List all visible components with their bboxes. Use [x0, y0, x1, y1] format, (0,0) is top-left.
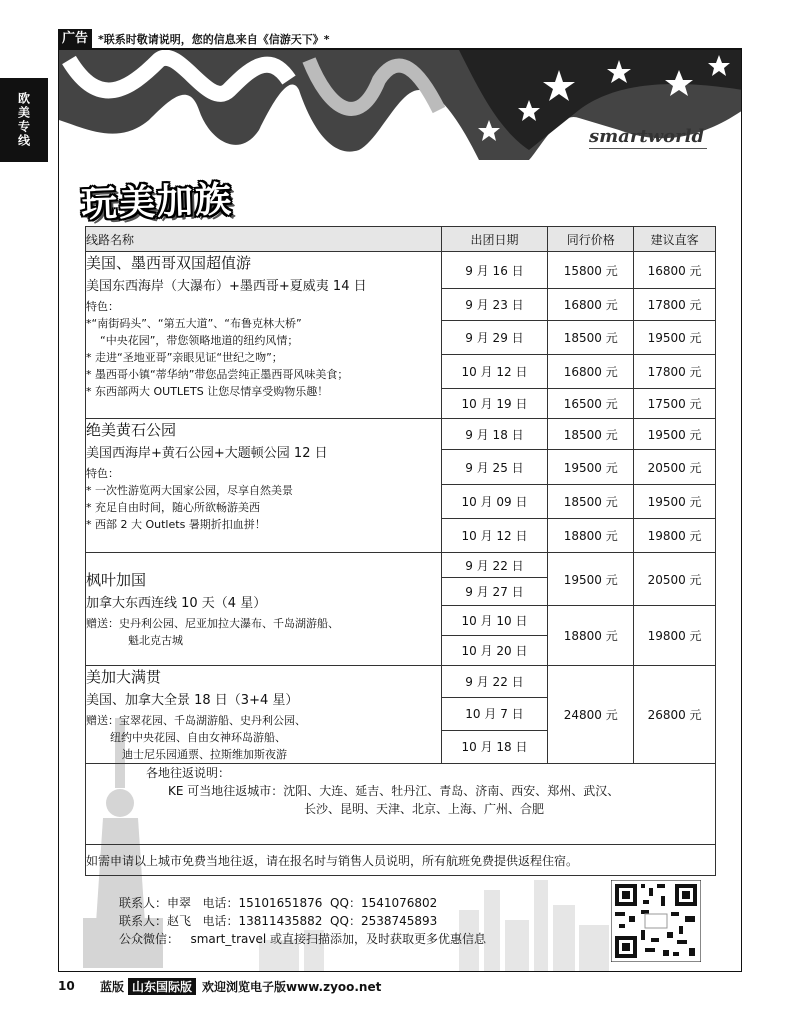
peer-price: 18500 元 [548, 321, 634, 355]
peer-price: 15800 元 [548, 252, 634, 289]
table-header-row [86, 227, 716, 252]
retail-price: 19800 元 [634, 519, 716, 553]
retail-price: 16800 元 [634, 252, 716, 289]
route-feature-label: 特色： [86, 300, 119, 313]
route-feature-label: 特色： [86, 467, 119, 480]
departure-date: 10 月 20 日 [441, 636, 548, 666]
page-footer [58, 976, 742, 996]
route-feature: * 一次性游览两大国家公园，尽享自然美景 [86, 484, 293, 497]
brand-logo: smartworld [589, 126, 705, 147]
departure-date: 9 月 18 日 [441, 419, 548, 450]
route-feature: * 墨西哥小镇“蒂华纳”带您品尝纯正墨西哥风味美食； [86, 368, 349, 381]
route-subtitle: 加拿大东西连线 10 天（4 星） [86, 596, 267, 611]
route-feature: 迪士尼乐园通票、拉斯维加斯夜游 [122, 748, 287, 761]
departure-date: 10 月 09 日 [441, 485, 548, 519]
flag-banner [59, 50, 742, 170]
peer-price: 24800 元 [548, 666, 634, 764]
departure-date: 10 月 7 日 [441, 697, 548, 730]
route-subtitle: 美国东西海岸（大瀑布）+墨西哥+夏威夷 14 日 [86, 279, 367, 294]
route-description [86, 252, 442, 419]
route-feature-label: 赠送： [86, 617, 119, 630]
retail-price: 19800 元 [634, 606, 716, 666]
retail-price: 19500 元 [634, 485, 716, 519]
route-description [86, 419, 442, 553]
col-header-date: 出团日期 [441, 227, 548, 252]
table-row [86, 553, 716, 578]
route-title: 绝美黄石公园 [86, 421, 177, 439]
table-row [86, 419, 716, 450]
route-feature: * 走进“圣地亚哥”亲眼见证“世纪之吻”； [86, 351, 283, 364]
route-title: 美加大满贯 [86, 668, 162, 686]
footnote-row [86, 845, 716, 876]
departure-date: 10 月 10 日 [441, 606, 548, 636]
peer-price: 19500 元 [548, 450, 634, 485]
return-note-row [86, 764, 716, 845]
col-header-route: 线路名称 [86, 227, 442, 252]
peer-price: 18500 元 [548, 419, 634, 450]
col-header-retail-price: 建议直客 [634, 227, 716, 252]
ad-notice: *联系时敬请说明，您的信息来自《信游天下》* [98, 33, 330, 46]
table-row [86, 252, 716, 289]
peer-price: 18800 元 [548, 606, 634, 666]
return-note-title: 各地往返说明： [146, 766, 231, 780]
departure-date: 10 月 18 日 [441, 730, 548, 763]
ad-frame [58, 50, 742, 972]
footnote: 如需申请以上城市免费当地往返，请在报名时与销售人员说明，所有航班免费提供返程住宿。 [86, 845, 716, 876]
retail-price: 20500 元 [634, 553, 716, 606]
ad-label: 广告 [58, 29, 92, 49]
route-feature: 纽约中央花园、自由女神环岛游船、 [110, 731, 286, 744]
peer-price: 18800 元 [548, 519, 634, 553]
departure-date: 9 月 22 日 [441, 666, 548, 698]
route-description [86, 666, 442, 764]
departure-date: 9 月 27 日 [441, 578, 548, 606]
return-note-cities-cont: 长沙、昆明、天津、北京、上海、广州、合肥 [304, 802, 545, 816]
table-row [86, 666, 716, 698]
retail-price: 17800 元 [634, 355, 716, 389]
website-text: 欢迎浏览电子版www.zyoo.net [202, 979, 382, 994]
peer-price: 18500 元 [548, 485, 634, 519]
edition-label: 蓝版 [100, 979, 125, 994]
section-side-tab: 欧美专线 [0, 78, 48, 162]
route-subtitle: 美国、加拿大全景 18 日（3+4 星） [86, 693, 299, 708]
route-subtitle: 美国西海岸+黄石公园+大题顿公园 12 日 [86, 446, 328, 461]
route-description [86, 553, 442, 666]
contact-line: 联系人：申翠 电话：15101651876 QQ：1541076802 [119, 896, 438, 910]
departure-date: 9 月 25 日 [441, 450, 548, 485]
departure-date: 9 月 23 日 [441, 289, 548, 321]
route-feature: 宝翠花园、千岛湖游船、史丹利公园、 [119, 714, 306, 727]
retail-price: 17500 元 [634, 389, 716, 419]
departure-date: 9 月 16 日 [441, 252, 548, 289]
departure-date: 9 月 29 日 [441, 321, 548, 355]
retail-price: 17800 元 [634, 289, 716, 321]
headline: 玩美加族 [80, 179, 234, 226]
departure-date: 9 月 22 日 [441, 553, 548, 578]
route-feature: 史丹利公园、尼亚加拉大瀑布、千岛湖游船、 [119, 617, 339, 630]
peer-price: 16500 元 [548, 389, 634, 419]
retail-price: 19500 元 [634, 321, 716, 355]
route-feature-label: 赠送： [86, 714, 119, 727]
route-feature: * 东西部两大 OUTLETS 让您尽情享受购物乐趣！ [86, 385, 329, 398]
routes-table [85, 226, 716, 876]
contact-line: 公众微信： smart_travel 或直接扫描添加，及时获取更多优惠信息 [119, 932, 487, 946]
return-note-cities: KE 可当地往返城市：沈阳、大连、延吉、牡丹江、青岛、济南、西安、郑州、武汉、 [168, 784, 620, 798]
contact-line: 联系人：赵飞 电话：13811435882 QQ：2538745893 [119, 914, 438, 928]
ad-header [58, 28, 742, 50]
peer-price: 16800 元 [548, 355, 634, 389]
departure-date: 10 月 12 日 [441, 355, 548, 389]
contact-block [119, 894, 486, 948]
retail-price: 19500 元 [634, 419, 716, 450]
col-header-peer-price: 同行价格 [548, 227, 634, 252]
return-note [86, 764, 716, 845]
route-feature: *“南街码头”、“第五大道”、“布鲁克林大桥” [86, 317, 302, 330]
page-number: 10 [58, 979, 75, 993]
retail-price: 20500 元 [634, 450, 716, 485]
brand-underline [589, 148, 707, 149]
route-feature: “中央花园”，带您领略地道的纽约风情； [100, 334, 299, 347]
departure-date: 10 月 12 日 [441, 519, 548, 553]
qr-code-image[interactable] [611, 880, 701, 962]
departure-date: 10 月 19 日 [441, 389, 548, 419]
peer-price: 16800 元 [548, 289, 634, 321]
route-feature: 魁北克古城 [128, 634, 183, 647]
route-title: 美国、墨西哥双国超值游 [86, 254, 252, 272]
route-feature: * 充足自由时间，随心所欲畅游美西 [86, 501, 260, 514]
retail-price: 26800 元 [634, 666, 716, 764]
section-label: 山东国际版 [128, 978, 196, 995]
route-title: 枫叶加国 [86, 571, 147, 589]
peer-price: 19500 元 [548, 553, 634, 606]
route-feature: * 西部 2 大 Outlets 暑期折扣血拼！ [86, 518, 266, 531]
